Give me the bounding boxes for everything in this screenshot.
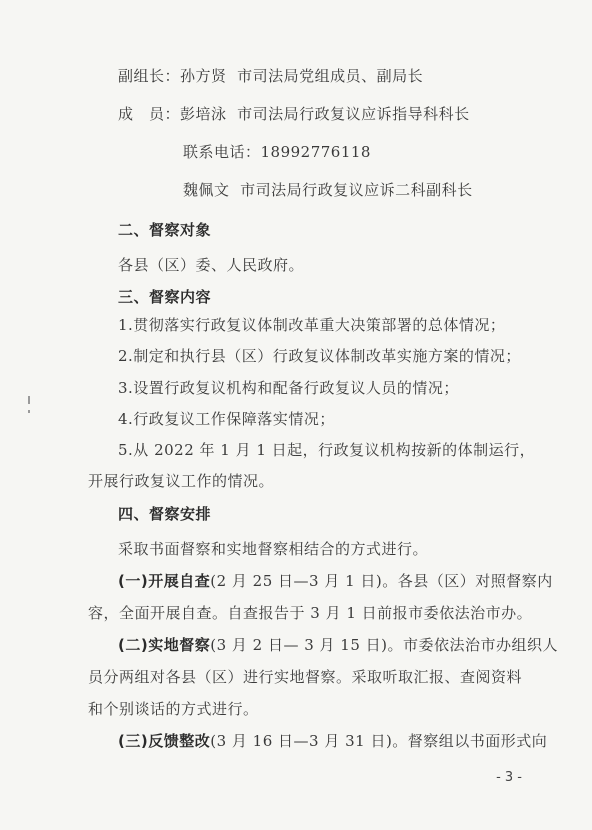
- section4-p3-label: (三)反馈整改: [118, 732, 211, 750]
- page-number: - 3 -: [496, 770, 522, 785]
- member1-name: 彭培泳: [180, 105, 227, 123]
- section4-p1-text1: (2 月 25 日—3 月 1 日)。各县（区）对照督察内: [210, 572, 553, 590]
- section4-p3-text1: (3 月 16 日—3 月 31 日)。督察组以书面形式向: [210, 732, 548, 750]
- member1-line: [118, 104, 470, 124]
- section4-p1-line1: [118, 571, 553, 591]
- section4-p1-line2: 容，全面开展自查。自查报告于 3 月 1 日前报市委依法治市办。: [88, 604, 533, 622]
- section2-body: 各县（区）委、人民政府。: [118, 256, 305, 274]
- section4-heading: 四、督察安排: [118, 505, 212, 523]
- member2-line: [183, 180, 473, 200]
- scan-speck: [28, 410, 30, 413]
- deputy-role-label: 副组长：: [118, 67, 181, 85]
- member1-title: 市司法局行政复议应诉指导科科长: [237, 105, 470, 123]
- section4-p2-text1: (3 月 2 日— 3 月 15 日)。市委依法治市办组织人: [210, 636, 559, 654]
- member2-name: 魏佩文: [183, 181, 230, 199]
- section3-heading: 三、督察内容: [118, 288, 212, 306]
- section3-item-5-cont: 开展行政复议工作的情况。: [88, 472, 275, 490]
- section4-p3-line1: [118, 731, 547, 751]
- section3-item-1: 1.贯彻落实行政复议体制改革重大决策部署的总体情况；: [118, 316, 506, 334]
- section4-intro: 采取书面督察和实地督察相结合的方式进行。: [118, 540, 429, 558]
- section4-p2-line1: [118, 635, 558, 655]
- contact-phone: 联系电话：18992776118: [183, 143, 371, 161]
- scan-speck: [28, 396, 30, 404]
- deputy-leader-line: [118, 66, 423, 86]
- section3-item-4: 4.行政复议工作保障落实情况；: [118, 410, 335, 428]
- deputy-name: 孙方贤: [180, 67, 227, 85]
- section3-item-5: 5.从 2022 年 1 月 1 日起，行政复议机构按新的体制运行，: [118, 441, 536, 459]
- section4-p2-line2: 员分两组对各县（区）进行实地督察。采取听取汇报、查阅资料: [88, 668, 523, 686]
- deputy-title: 市司法局党组成员、副局长: [237, 67, 424, 85]
- member2-title: 市司法局行政复议应诉二科副科长: [240, 181, 473, 199]
- section4-p2-label: (二)实地督察: [118, 636, 211, 654]
- section2-heading: 二、督察对象: [118, 221, 212, 239]
- member-role-label: 成 员：: [118, 105, 181, 123]
- section4-p2-line3: 和个别谈话的方式进行。: [88, 700, 259, 718]
- section3-item-2: 2.制定和执行县（区）行政复议体制改革实施方案的情况；: [118, 347, 521, 365]
- section4-p1-label: (一)开展自查: [118, 572, 211, 590]
- section3-item-3: 3.设置行政复议机构和配备行政复议人员的情况；: [118, 379, 459, 397]
